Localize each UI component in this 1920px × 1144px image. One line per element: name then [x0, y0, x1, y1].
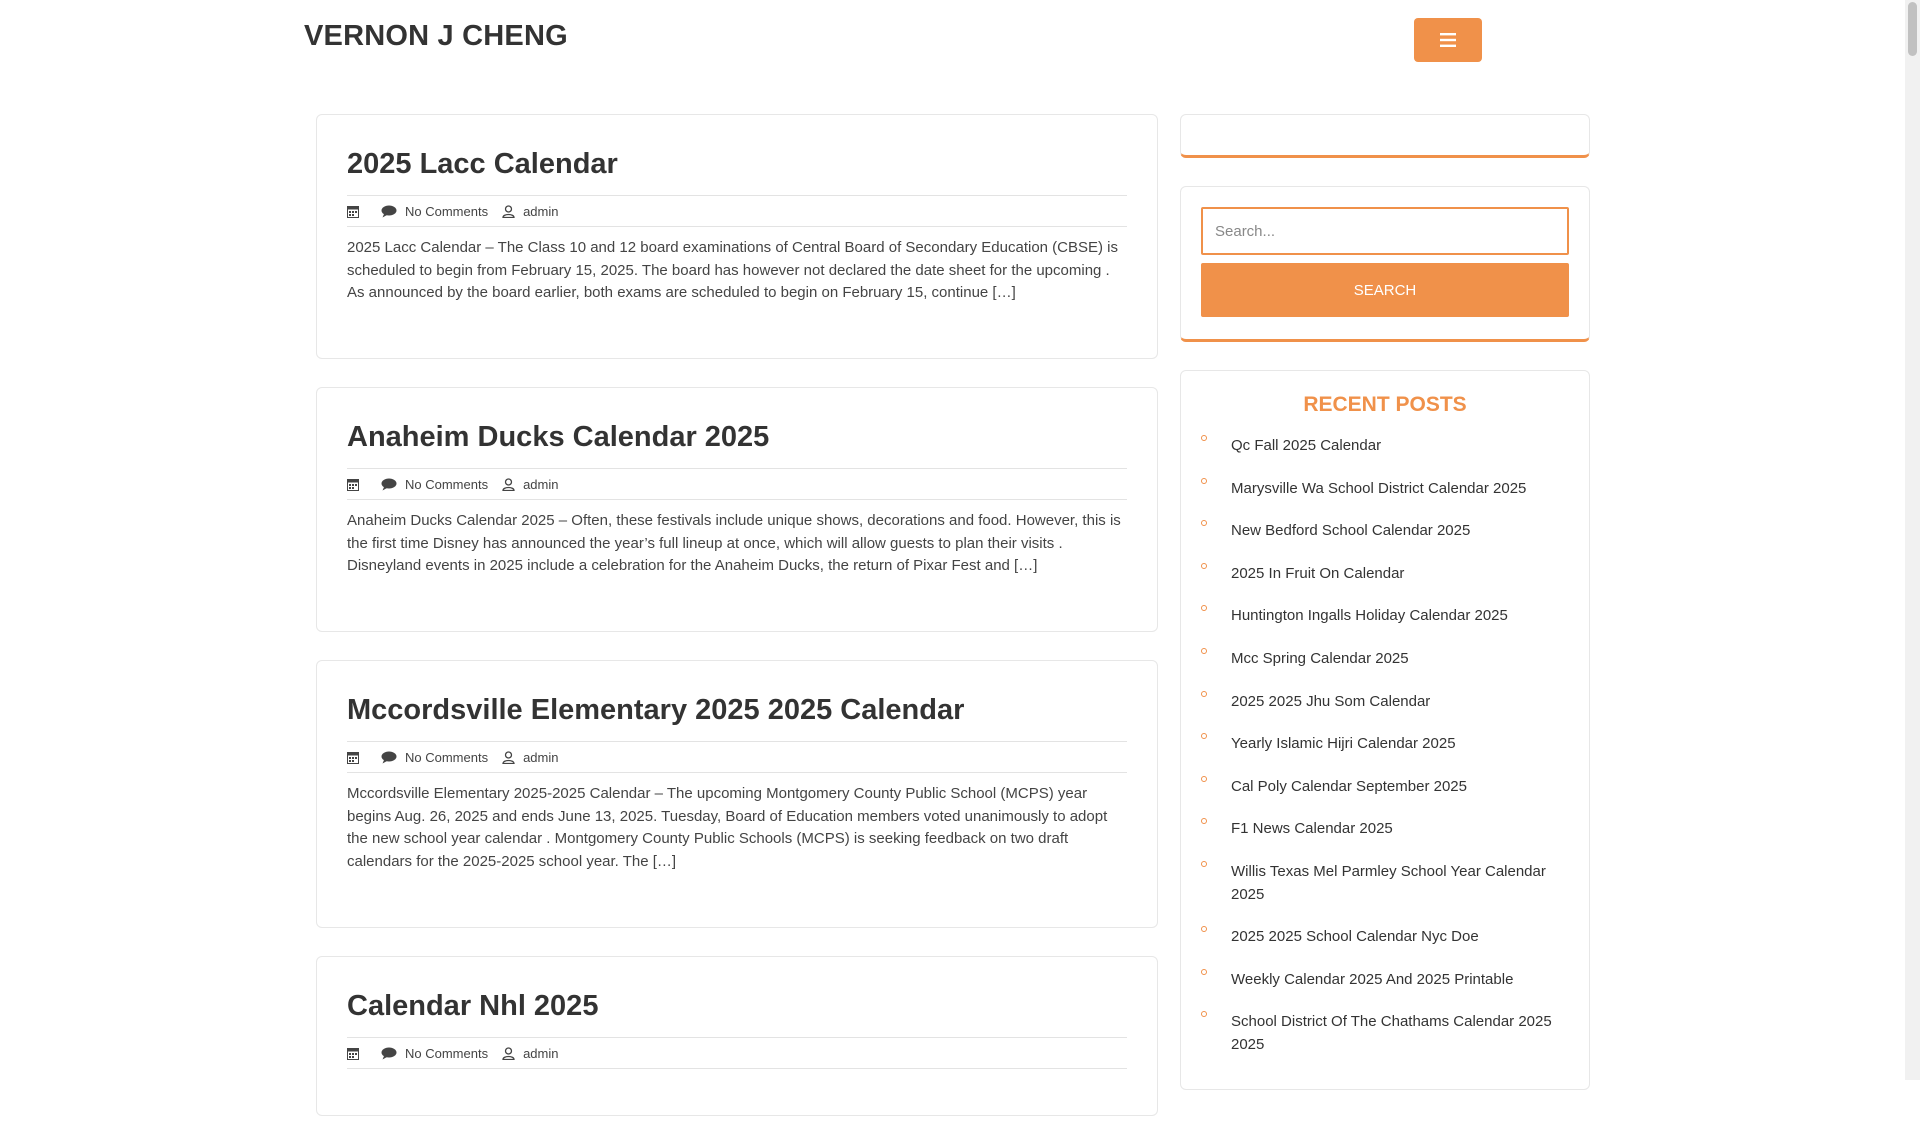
post-excerpt: Mccordsville Elementary 2025-2025 Calendar – The upcoming Montgomery County Public School (MCPS) year begins Aug. 26, 2025 and ends June 13, 2025. Tuesday, Board of Education members voted unanimously to adopt the new school year calendar . Montgomery County Public Schools (MCPS) is seeking feedback on two draft calendars for the 2025-2025 school year. The […]	[347, 785, 1108, 870]
bullet-icon	[1201, 926, 1207, 932]
recent-post-item	[1201, 969, 1569, 992]
calendar-icon	[347, 478, 359, 491]
recent-post-link[interactable]: F1 News Calendar 2025	[1231, 820, 1393, 838]
post-date	[347, 205, 367, 218]
recent-post-link[interactable]: 2025 In Fruit On Calendar	[1231, 564, 1405, 582]
recent-post-item	[1201, 1011, 1569, 1056]
sidebar	[1180, 114, 1590, 1118]
site-title[interactable]: VERNON J CHENG	[304, 20, 568, 52]
bullet-icon	[1201, 969, 1207, 975]
bullet-icon	[1201, 861, 1207, 867]
post-date	[347, 478, 367, 491]
bullet-icon	[1201, 563, 1207, 569]
post-comments	[381, 204, 488, 219]
bullet-icon	[1201, 435, 1207, 441]
recent-post-item	[1201, 435, 1569, 458]
post-title[interactable]: 2025 Lacc Calendar	[347, 148, 618, 180]
recent-post-link[interactable]: 2025 2025 School Calendar Nyc Doe	[1231, 928, 1479, 946]
recent-post-item	[1201, 733, 1569, 756]
post-meta	[347, 195, 1127, 227]
post-author	[502, 477, 558, 492]
recent-post-link[interactable]: Mcc Spring Calendar 2025	[1231, 649, 1409, 667]
comment-icon	[381, 478, 397, 491]
bullet-icon	[1201, 818, 1207, 824]
scrollbar-thumb[interactable]	[1908, 2, 1917, 56]
post-comments	[381, 1046, 488, 1061]
comment-icon	[381, 751, 397, 764]
post-comments	[381, 750, 488, 765]
post-meta	[347, 468, 1127, 500]
post-date	[347, 751, 367, 764]
bullet-icon	[1201, 605, 1207, 611]
post-card	[316, 114, 1158, 359]
comments-link[interactable]: No Comments	[405, 749, 489, 765]
post-card	[316, 660, 1158, 928]
post-card	[316, 387, 1158, 632]
post-title[interactable]: Mccordsville Elementary 2025 2025 Calendar	[347, 694, 965, 726]
search-button[interactable]: SEARCH	[1201, 263, 1569, 317]
recent-post-item	[1201, 818, 1569, 841]
user-icon	[502, 1047, 515, 1060]
bullet-icon	[1201, 1011, 1207, 1017]
menu-toggle-button[interactable]	[1414, 18, 1482, 62]
post-author	[502, 204, 558, 219]
bullet-icon	[1201, 776, 1207, 782]
comment-icon	[381, 1047, 397, 1060]
user-icon	[502, 751, 515, 764]
author-link[interactable]: admin	[523, 476, 559, 492]
user-icon	[502, 205, 515, 218]
bullet-icon	[1201, 691, 1207, 697]
post-meta	[347, 1037, 1127, 1069]
post-comments	[381, 477, 488, 492]
post-excerpt: 2025 Lacc Calendar – The Class 10 and 12 board examinations of Central Board of Secondary Education (CBSE) is scheduled to begin from February 15, 2025. The board has however not declared the date sheet for the upcoming . As announced by the board earlier, both exams are scheduled to begin on February 15, continue […]	[347, 239, 1119, 302]
search-input[interactable]	[1201, 207, 1569, 255]
post-date	[347, 1047, 367, 1060]
sidebar-widget-empty	[1180, 114, 1590, 158]
post-author	[502, 750, 558, 765]
recent-post-item	[1201, 776, 1569, 799]
bullet-icon	[1201, 520, 1207, 526]
recent-post-link[interactable]: Huntington Ingalls Holiday Calendar 2025	[1231, 607, 1508, 625]
calendar-icon	[347, 1047, 359, 1060]
comments-link[interactable]: No Comments	[405, 1045, 489, 1061]
comments-link[interactable]: No Comments	[405, 476, 489, 492]
post-meta	[347, 741, 1127, 773]
search-widget	[1180, 186, 1590, 342]
calendar-icon	[347, 205, 359, 218]
user-icon	[502, 478, 515, 491]
recent-post-link[interactable]: New Bedford School Calendar 2025	[1231, 522, 1471, 540]
scrollbar[interactable]	[1905, 0, 1920, 1080]
author-link[interactable]: admin	[523, 1045, 559, 1061]
comment-icon	[381, 205, 397, 218]
comments-link[interactable]: No Comments	[405, 203, 489, 219]
bullet-icon	[1201, 648, 1207, 654]
recent-post-item	[1201, 605, 1569, 628]
post-list	[316, 114, 1158, 1144]
recent-post-link[interactable]: Qc Fall 2025 Calendar	[1231, 437, 1382, 454]
recent-post-item	[1201, 648, 1569, 671]
bullet-icon	[1201, 733, 1207, 739]
recent-post-link[interactable]: Marysville Wa School District Calendar 2025	[1231, 479, 1527, 497]
post-excerpt: Anaheim Ducks Calendar 2025 – Often, these festivals include unique shows, decorations and food. However, this is the first time Disney has announced the year’s full lineup at once, which will allow guests to plan their visits . Disneyland events in 2025 include a celebration for the Anaheim Ducks, the return of Pixar Fest and […]	[347, 512, 1121, 575]
author-link[interactable]: admin	[523, 203, 559, 219]
post-author	[502, 1046, 558, 1061]
recent-post-link[interactable]: School District Of The Chathams Calendar 2025 2025	[1231, 1013, 1552, 1053]
recent-post-link[interactable]: Yearly Islamic Hijri Calendar 2025	[1231, 735, 1456, 753]
recent-post-link[interactable]: Weekly Calendar 2025 And 2025 Printable	[1231, 970, 1514, 988]
recent-post-link[interactable]: Cal Poly Calendar September 2025	[1231, 777, 1467, 795]
author-link[interactable]: admin	[523, 749, 559, 765]
post-title[interactable]: Anaheim Ducks Calendar 2025	[347, 421, 770, 453]
hamburger-icon	[1440, 33, 1456, 47]
recent-post-item	[1201, 563, 1569, 586]
recent-posts-heading: RECENT POSTS	[1303, 393, 1467, 416]
recent-post-link[interactable]: 2025 2025 Jhu Som Calendar	[1231, 692, 1431, 710]
post-title[interactable]: Calendar Nhl 2025	[347, 990, 599, 1022]
recent-post-item	[1201, 520, 1569, 543]
calendar-icon	[347, 751, 359, 764]
post-card	[316, 956, 1158, 1116]
recent-posts-widget	[1180, 370, 1590, 1090]
bullet-icon	[1201, 478, 1207, 484]
recent-post-link[interactable]: Willis Texas Mel Parmley School Year Calendar 2025	[1231, 862, 1546, 903]
recent-post-item	[1201, 691, 1569, 714]
recent-posts-list	[1201, 435, 1569, 1057]
recent-post-item	[1201, 478, 1569, 501]
recent-post-item	[1201, 861, 1569, 906]
recent-post-item	[1201, 926, 1569, 949]
